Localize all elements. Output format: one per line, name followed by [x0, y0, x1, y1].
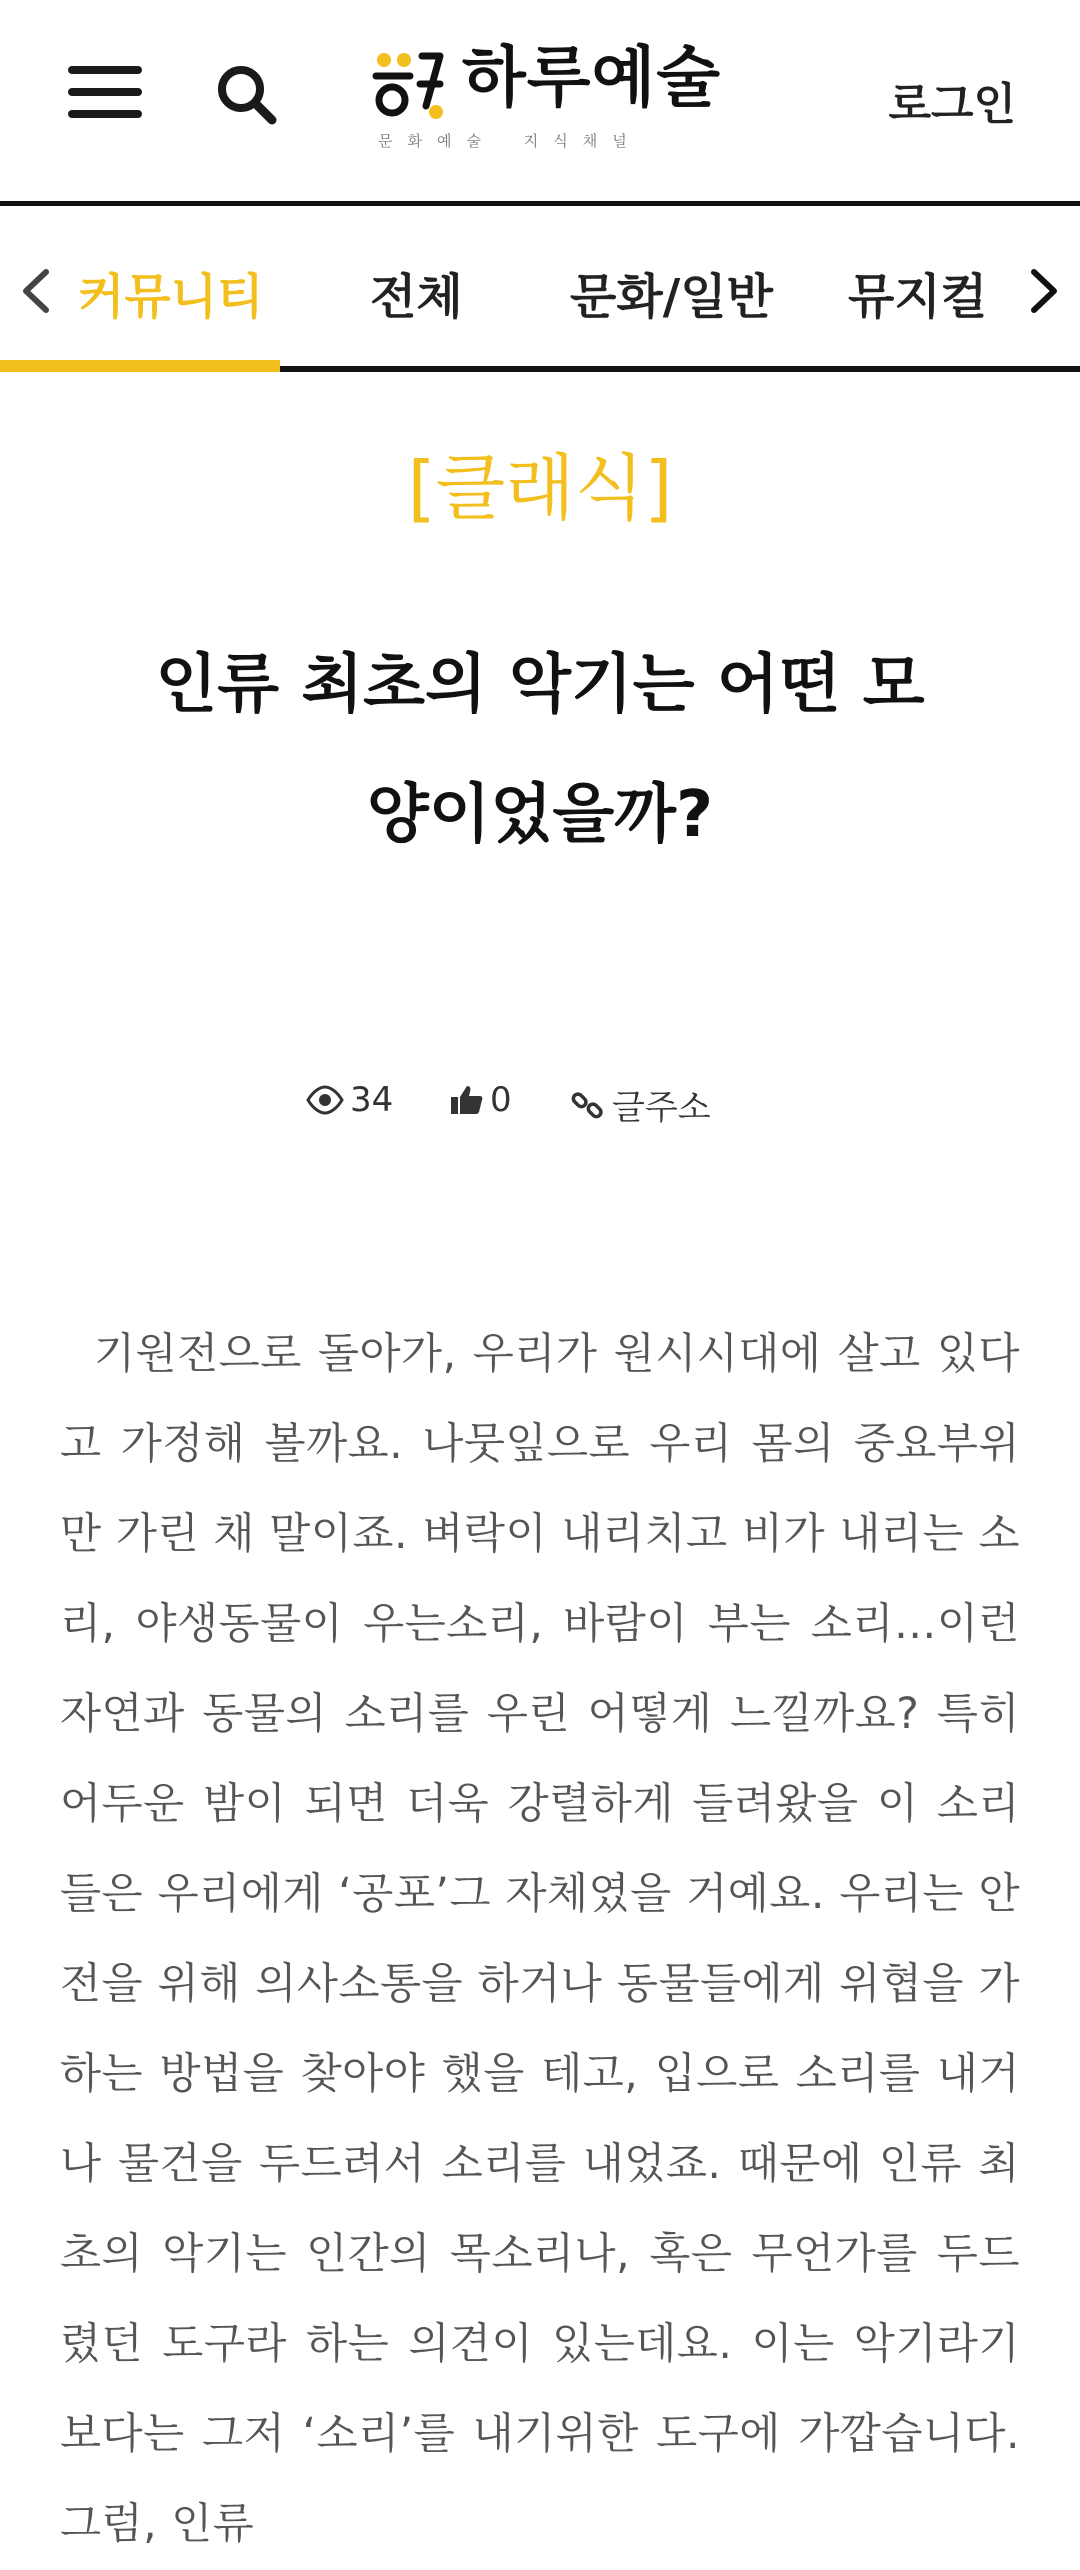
article-title: 인류 최초의 악기는 어떤 모양이었을까?	[155, 648, 925, 852]
site-header	[0, 0, 1080, 206]
logo-mark-icon	[370, 46, 446, 122]
like-button[interactable]	[450, 1080, 512, 1120]
tab-culture-general[interactable]: 문화/일반	[570, 269, 774, 325]
chevron-right-icon[interactable]	[1024, 266, 1064, 316]
article-category: [클래식]	[407, 446, 673, 530]
author-link[interactable]	[570, 1080, 711, 1129]
thumbs-up-icon	[450, 1084, 484, 1116]
article-body-text: 기원전으로 돌아가, 우리가 원시시대에 살고 있다고 가정해 볼까요. 나뭇잎으로 우리 몸의 중요부위만 가린 채 말이죠. 벼락이 내리치고 비가 내리는 소리, 야생동물이 우는소리, 바람이 부는 소리…이런 자연과 동물의 소리를 우린 어떻게 느낄까요? 특히 어두운 밤이 되면 더욱 강렬하게 들려왔을 이 소리들은 우리에게 ‘공포’그 자체였을 거예요. 우리는 안전을 위해 의사소통을 하거나 동물들에게 위협을 가하는 방법을 찾아야 했을 테고, 입으로 소리를 내거나 물건을 두드려서 소리를 내었죠. 때문에 인류 최초의 악기는 인간의 목소리나, 혹은 무언가를 두드렸던 도구라 하는 의견이 있는데요. 이는 악기라기보다는 그저 ‘소리’를 내기위한 도구에 가깝습니다. 그럼, 인류	[60, 1330, 1020, 2549]
article-meta	[0, 1080, 1080, 1130]
tab-community[interactable]: 커뮤니티	[78, 269, 264, 325]
tab-all[interactable]: 전체	[370, 269, 463, 325]
category-tabs	[0, 206, 1080, 372]
search-icon[interactable]	[212, 60, 282, 130]
hamburger-icon[interactable]	[68, 66, 142, 118]
author-name: 글주소	[612, 1088, 711, 1128]
login-button[interactable]: 로그인	[888, 79, 1016, 130]
logo-text: 하루예술	[462, 39, 722, 116]
tab-musical[interactable]: 뮤지컬	[848, 269, 988, 325]
logo-subtitle: 문화예술 지식채널	[378, 132, 642, 150]
eye-icon	[306, 1085, 344, 1115]
site-logo[interactable]	[370, 38, 740, 153]
like-count-value: 0	[490, 1080, 512, 1120]
link-icon	[570, 1087, 606, 1123]
article-body	[60, 1310, 1020, 2570]
view-count-value: 34	[350, 1080, 394, 1120]
view-count	[306, 1080, 393, 1120]
chevron-left-icon[interactable]	[16, 266, 56, 316]
active-tab-indicator	[0, 360, 280, 372]
